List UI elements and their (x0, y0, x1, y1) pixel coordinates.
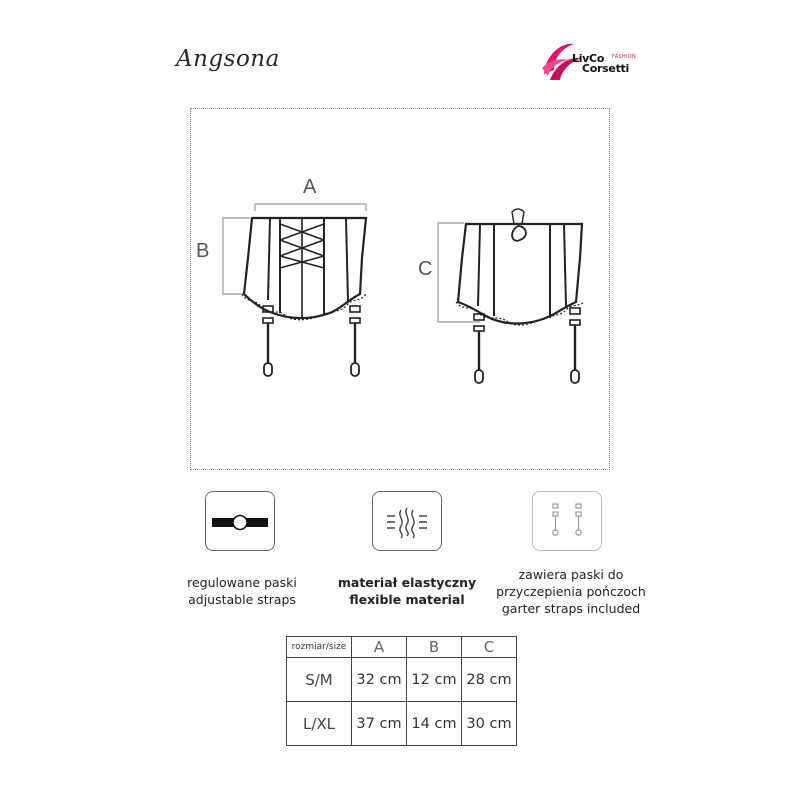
feature-text-pl: materiał elastyczny (337, 575, 477, 590)
size-value-c: 30 cm (462, 702, 517, 746)
feature-adjustable-straps (205, 491, 275, 551)
feature-text-pl: zawiera paski do (518, 567, 624, 582)
size-table (286, 636, 517, 746)
size-table-corner: rozmiar/size (287, 637, 352, 658)
feature-flexible-material (372, 491, 442, 551)
feature-text-flexible-material (328, 574, 486, 608)
elastic-material-icon (373, 492, 441, 550)
size-table-header-b: B (407, 637, 462, 658)
brand-name-livco: LivCo (572, 52, 605, 65)
product-name: Angsona (176, 46, 280, 72)
size-table-header-c: C (462, 637, 517, 658)
size-value-b: 12 cm (407, 658, 462, 702)
dimension-label-b: B (196, 240, 210, 262)
adjustable-strap-icon (206, 492, 274, 550)
size-label: S/M (287, 658, 352, 702)
size-value-a: 32 cm (352, 658, 407, 702)
brand-name-corsetti: Corsetti (582, 62, 629, 75)
size-table-header-a: A (352, 637, 407, 658)
dimension-label-a: A (303, 176, 317, 198)
feature-text-pl: regulowane paski (187, 575, 297, 590)
feature-text-pl: przyczepienia pończoch (496, 584, 646, 599)
feature-text-adjustable-straps (170, 574, 314, 608)
table-row (287, 658, 517, 702)
feature-garter-straps (532, 491, 602, 551)
feature-text-en: garter straps included (501, 601, 641, 616)
garter-straps-icon (533, 492, 601, 550)
size-label: L/XL (287, 702, 352, 746)
back-view (438, 209, 584, 383)
size-value-c: 28 cm (462, 658, 517, 702)
front-view (223, 204, 366, 376)
size-value-b: 14 cm (407, 702, 462, 746)
brand-fashion: FASHION (612, 54, 637, 60)
feature-text-garter-straps (486, 566, 656, 617)
table-row (287, 702, 517, 746)
dimension-label-c: C (418, 258, 433, 280)
feature-text-en: flexible material (349, 592, 465, 607)
garter-belt-diagram (190, 108, 610, 470)
feature-text-en: adjustable straps (188, 592, 296, 607)
size-table-header (287, 637, 517, 658)
size-value-a: 37 cm (352, 702, 407, 746)
